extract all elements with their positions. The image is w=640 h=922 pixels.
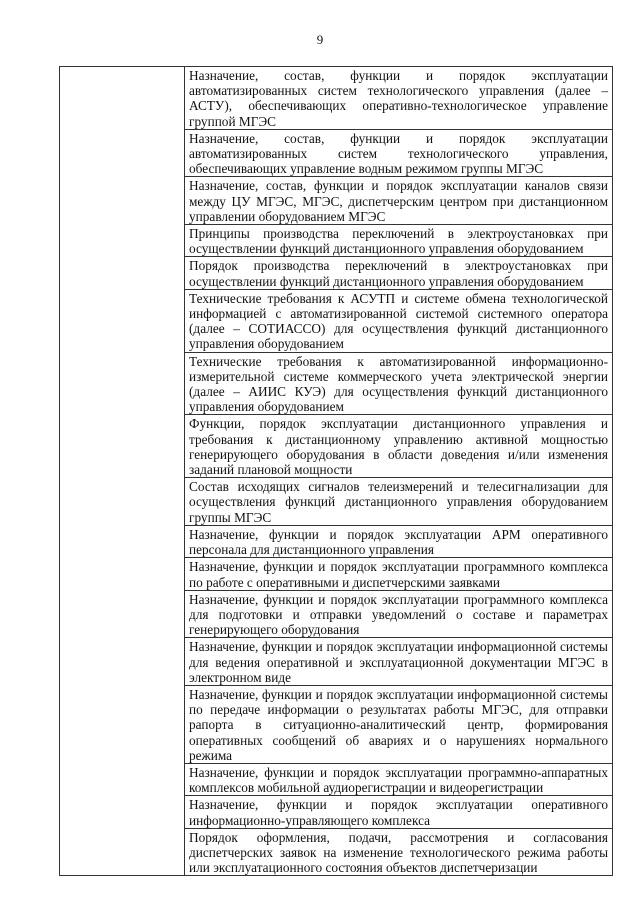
empty-left-column	[60, 67, 185, 876]
table-cell: Назначение, функции и порядок эксплуатации оперативного информационно-управляющего комплекса	[185, 796, 613, 828]
table-body	[60, 67, 613, 876]
table-cell: Назначение, состав, функции и порядок эксплуатации автоматизированных систем технологического управления, обеспечивающих управление водным режимом группы МГЭС	[185, 129, 613, 177]
table-cell: Технические требования к автоматизированной информационно-измерительной системе коммерческого учета электрической энергии (далее – АИИС КУЭ) для осуществления функций дистанционного управления оборудованием	[185, 352, 613, 415]
table-cell: Назначение, функции и порядок эксплуатации информационной системы для ведения оперативной и эксплуатационной документации МГЭС в электронном виде	[185, 638, 613, 686]
table-cell: Назначение, функции и порядок эксплуатации программного комплекса по работе с оперативными и диспетчерскими заявками	[185, 558, 613, 590]
table-cell: Технические требования к АСУТП и системе обмена технологической информацией с автоматизированной системой системного оператора (далее – СОТИАССО) для осуществления функций дистанционного управления оборудованием	[185, 289, 613, 352]
requirements-table	[59, 66, 613, 876]
table-cell: Назначение, состав, функции и порядок эксплуатации автоматизированных систем технологического управления (далее – АСТУ), обеспечивающих оперативно-технологическое управление группой МГЭС	[185, 67, 613, 130]
table-cell: Назначение, состав, функции и порядок эксплуатации каналов связи между ЦУ МГЭС, МГЭС, диспетчерским центром при дистанционном управлении оборудованием МГЭС	[185, 177, 613, 225]
table-cell: Принципы производства переключений в электроустановках при осуществлении функций дистанционного управления оборудованием	[185, 225, 613, 257]
page-number: 9	[316, 32, 324, 47]
table-cell: Назначение, функции и порядок эксплуатации программного комплекса для подготовки и отправки уведомлений о составе и параметрах генерирующего оборудования	[185, 590, 613, 638]
table-cell: Функции, порядок эксплуатации дистанционного управления и требования к дистанционному управлению активной мощностью генерирующего оборудования в области доведения и/или изменения заданий плановой мощности	[185, 415, 613, 478]
table-row	[60, 67, 613, 130]
table-cell: Назначение, функции и порядок эксплуатации информационной системы по передаче информации о результатах работы МГЭС, для отправки рапорта в ситуационно-аналитический центр, формирования оперативных сообщений об авариях и о нарушениях нормального режима	[185, 685, 613, 763]
table-cell: Порядок производства переключений в электроустановках при осуществлении функций дистанционного управления оборудованием	[185, 257, 613, 289]
table-cell: Назначение, функции и порядок эксплуатации АРМ оперативного персонала для дистанционного управления	[185, 525, 613, 557]
table-cell: Состав исходящих сигналов телеизмерений и телесигнализации для осуществления функций дистанционного управления оборудованием группы МГЭС	[185, 478, 613, 526]
table-cell: Назначение, функции и порядок эксплуатации программно-аппаратных комплексов мобильной аудиорегистрации и видеорегистрации	[185, 763, 613, 795]
table-cell: Порядок оформления, подачи, рассмотрения и согласования диспетчерских заявок на изменение технологического режима работы или эксплуатационного состояния объектов диспетчеризации	[185, 828, 613, 876]
